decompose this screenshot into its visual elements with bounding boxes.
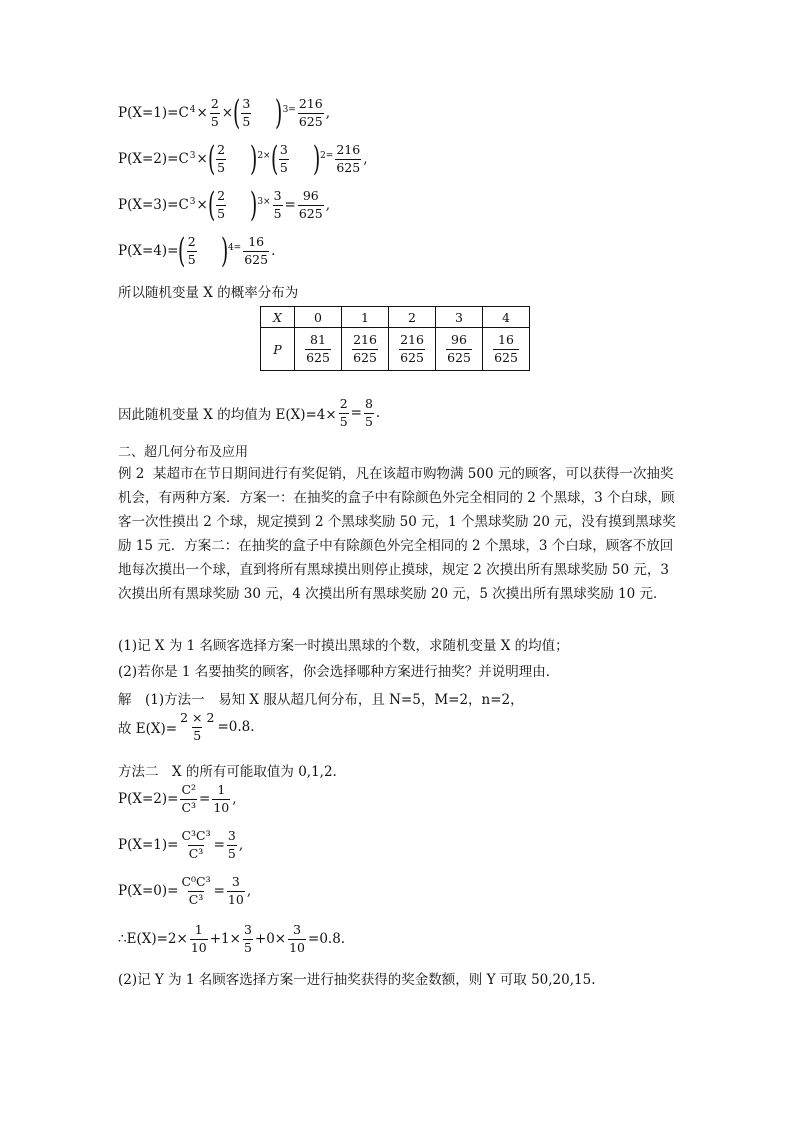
eq-sup: 4 [189,105,196,115]
fraction: $\frac{2}{5}$ [217,142,226,175]
fraction: $\frac{2}{5}$ [187,234,196,267]
dist-intro: 所以随机变量 X 的概率分布为 [118,285,299,301]
fraction: $\frac{\text{C²}}{\text{C³}}$ [181,782,197,815]
fraction: $\frac{16}{625}$ [244,234,269,267]
eq-p-x4: P(X=4)= ( $\frac{2}{5}$ ) 4= $\frac{16}{625}$ . [118,231,276,271]
eq-text: × [221,105,234,121]
table-cell: 4 [483,307,530,328]
table-cell: $\frac{216}{625}$ [342,328,389,371]
table-header-x: X [261,307,295,328]
table-cell: $\frac{96}{625}$ [436,328,483,371]
part-2: (2)记 Y 为 1 名顾客选择方案一进行抽奖获得的奖金数额，则 Y 可取 50,20,15. [118,972,596,988]
table-row [261,307,530,328]
fraction: $\frac{3}{5}$ [273,188,282,221]
fraction: $\frac{8}{5}$ [364,396,373,429]
fraction: $\frac{2}{5}$ [210,96,219,129]
table-row [261,328,530,371]
fraction: $\frac{3}{10}$ [227,874,244,907]
ex-method1: 故 E(X)= $\frac{2 \times 2}{5}$ =0.8. [118,710,255,743]
fraction: $\frac{3}{5}$ [279,142,288,175]
example-text: 某超市在节日期间进行有奖促销，凡在该超市购物满 500 元的顾客，可以获得一次抽奖机会，有两种方案．方案一：在抽奖的盒子中有除颜色外完全相同的 2 个黑球，3 个白球，顾客一次性摸出 2 个球，规定摸到 2 个黑球奖励 50 元，1 个黑球奖励 20 元，没有摸到黑球奖励 15 元．方案二：在抽奖的盒子中有除颜色外完全相同的 2 个黑球，3 个白球，顾客不放回地每次摸出一个球，直到将所有黑球摸出则停止摸球，规定 2 次摸出所有黑球奖励 50 元，3 次摸出所有黑球奖励 30 元，4 次摸出所有黑球奖励 20 元，5 次摸出所有黑球奖励 10 元． [118,466,676,602]
eq-text: P(X=1)=C [118,105,189,121]
fraction: $\frac{216}{625}$ [298,96,323,129]
mean-line: 因此随机变量 X 的均值为 E(X)=4× $\frac{2}{5}$ = $\frac{8}{5}$ . [118,396,381,429]
example-label: 例 2 [118,466,145,482]
fraction: $\frac{1}{10}$ [213,782,230,815]
table-cell: 1 [342,307,389,328]
right-paren: ) [275,93,283,133]
fraction: $\frac{3}{5}$ [227,828,236,861]
fraction: $\frac{3}{5}$ [243,922,252,955]
fraction: $\frac{3}{5}$ [242,96,251,129]
table-cell: 3 [436,307,483,328]
table-cell: $\frac{81}{625}$ [295,328,342,371]
table-cell: $\frac{16}{625}$ [483,328,530,371]
fraction: $\frac{2}{5}$ [217,188,226,221]
fraction: $\frac{1}{10}$ [190,922,207,955]
eq-text: × [196,105,208,121]
distribution-table [260,306,530,371]
solution-line-1: 解 (1)方法一 易知 X 服从超几何分布，且 N=5，M=2，n=2， [118,692,524,708]
eq-p-x1: P(X=1)=C 4 × $\frac{2}{5}$ × ( $\frac{3}{5}$ ) 3= $\frac{216}{625}$ , [118,93,331,133]
example-paragraph [118,462,678,606]
fraction: $\frac{\text{C⁰C³}}{\text{C³}}$ [181,874,211,907]
eq-expectation: ∴E(X)=2× $\frac{1}{10}$ +1× $\frac{3}{5}$ +0× $\frac{3}{10}$ =0.8. [118,922,346,955]
eq-hyper-x2: P(X=2)= $\frac{\text{C²}}{\text{C³}}$ = $\frac{1}{10}$ , [118,782,237,815]
question-1: (1)记 X 为 1 名顾客选择方案一时摸出黑球的个数，求随机变量 X 的均值； [118,638,569,654]
eq-hyper-x1: P(X=1)= $\frac{\text{C³C³}}{\text{C³}}$ = $\frac{3}{5}$ , [118,828,244,861]
fraction: $\frac{\text{C³C³}}{\text{C³}}$ [181,828,211,861]
fraction: $\frac{2 \times 2}{5}$ [180,710,215,743]
fraction: $\frac{2}{5}$ [339,396,348,429]
fraction: $\frac{216}{625}$ [336,142,361,175]
fraction: $\frac{96}{625}$ [298,188,323,221]
eq-text: P(X=2)=C [118,151,189,167]
table-header-p: P [261,328,295,371]
fraction: $\frac{3}{10}$ [289,922,306,955]
eq-hyper-x0: P(X=0)= $\frac{\text{C⁰C³}}{\text{C³}}$ = $\frac{3}{10}$ , [118,874,252,907]
eq-p-x3: P(X=3)=C 3 × ( $\frac{2}{5}$ ) 3× $\frac{3}{5}$ = $\frac{96}{625}$ , [118,185,331,225]
question-2: (2)若你是 1 名要抽奖的顾客，你会选择哪种方案进行抽奖？并说明理由． [118,664,560,680]
section-heading: 二、超几何分布及应用 [118,445,249,460]
table-cell: 0 [295,307,342,328]
table-cell: 2 [389,307,436,328]
method-2: 方法二 X 的所有可能取值为 0,1,2. [118,764,337,780]
left-paren: ( [233,93,241,133]
eq-sup: 3= [282,105,296,115]
eq-p-x2: P(X=2)=C 3 × ( $\frac{2}{5}$ ) 2× ( $\frac{3}{5}$ ) 2= $\frac{216}{625}$ , [118,139,368,179]
table-cell: $\frac{216}{625}$ [389,328,436,371]
